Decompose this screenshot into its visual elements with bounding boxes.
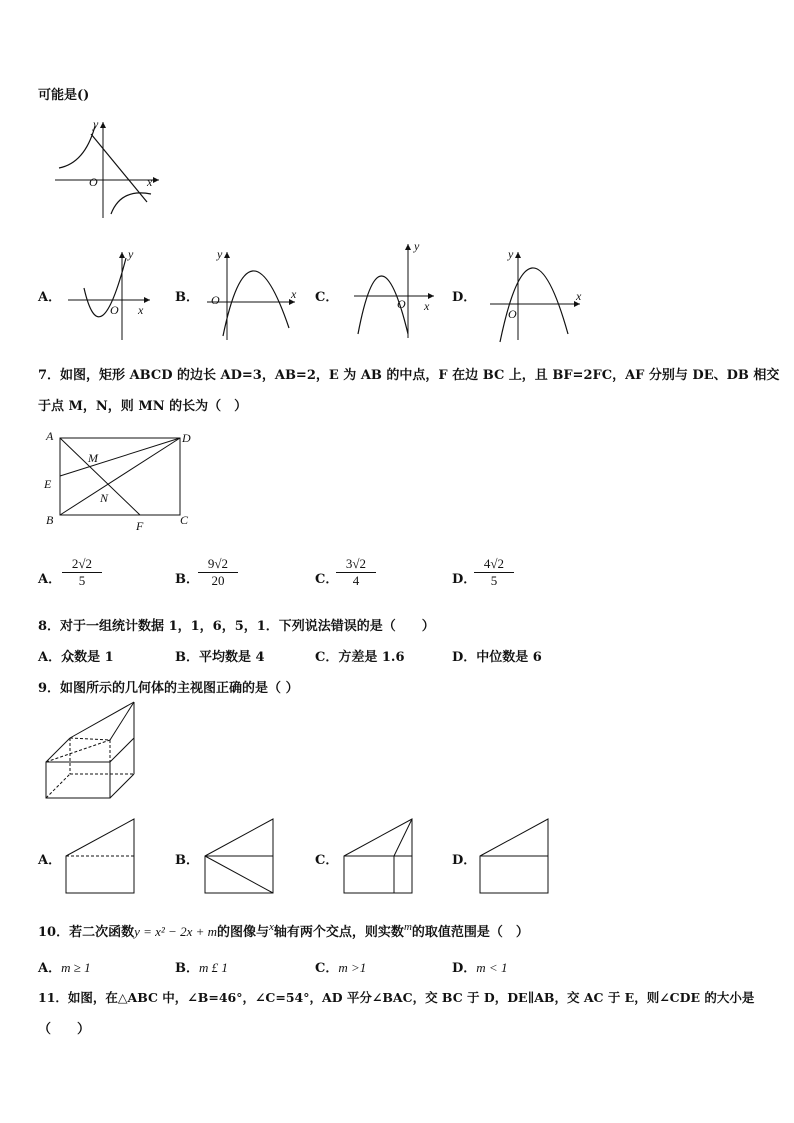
axis-y-label: y: [93, 117, 99, 131]
fraction-denominator: 5: [490, 573, 498, 588]
q9-solid-figure: [44, 700, 164, 802]
axis-y-label: y: [414, 239, 420, 253]
origin-label: O: [508, 307, 517, 321]
point-a-label: A: [46, 429, 54, 443]
q9-option-c-label[interactable]: C．: [315, 853, 339, 868]
origin-label: O: [211, 293, 220, 307]
q10-option-c[interactable]: C．m >1: [315, 960, 367, 976]
axis-x-label: x: [147, 175, 153, 189]
q10-option-d[interactable]: D．m < 1: [452, 960, 508, 976]
q9-option-a-label[interactable]: A．: [38, 853, 62, 868]
q9-option-d-figure: [478, 817, 550, 895]
q6-option-c-figure: [352, 240, 442, 340]
point-e-label: E: [44, 477, 52, 491]
q6-option-b-figure: [205, 248, 305, 343]
q9-question: 9．如图所示的几何体的主视图正确的是（ ）: [38, 681, 299, 696]
axis-x-label: x: [576, 289, 582, 303]
axis-y-label: y: [508, 247, 514, 261]
q8-option-a[interactable]: A．众数是 1: [38, 650, 114, 665]
point-b-label: B: [46, 513, 54, 527]
q10-question: [38, 921, 529, 940]
q9-option-c-figure: [342, 817, 414, 895]
q7-option-c-label[interactable]: C．: [315, 572, 339, 587]
q8-option-d[interactable]: D．中位数是 6: [452, 650, 542, 665]
q10-text-d: 的取值范围是（ ）: [411, 925, 529, 940]
origin-label: O: [397, 297, 406, 311]
q8-question: 8．对于一组统计数据 1，1，6，5，1．下列说法错误的是（ ）: [38, 619, 435, 634]
point-n-label: N: [100, 491, 109, 505]
fraction-numerator: 9√2: [198, 556, 238, 573]
q11-question-line1: 11．如图，在△ABC 中，∠B=46°，∠C=54°，AD 平分∠BAC，交 BC 于 D，DE∥AB，交 AC 于 E，则∠CDE 的大小是: [38, 990, 755, 1005]
q7-rectangle-figure: [40, 428, 200, 536]
q9-option-b-figure: [203, 817, 275, 895]
q6-option-d-label[interactable]: D．: [452, 290, 477, 305]
q7-option-d-fraction: [474, 556, 514, 589]
q9-option-d-label[interactable]: D．: [452, 853, 477, 868]
origin-label: O: [110, 303, 119, 317]
q7-question-line2: 于点 M，N，则 MN 的长为（ ）: [38, 399, 248, 414]
q6-option-a-label[interactable]: A．: [38, 290, 62, 305]
fraction-denominator: 5: [78, 573, 86, 588]
q6-option-d-figure: [490, 248, 590, 343]
fraction-numerator: 4√2: [474, 556, 514, 573]
q10-text-a: 10．若二次函数: [38, 925, 135, 940]
point-c-label: C: [180, 513, 189, 527]
q7-option-a-fraction: [62, 556, 102, 589]
q6-reference-figure: [55, 118, 165, 223]
q10-text-b: 的图像与: [217, 925, 270, 940]
q6-option-a-figure: [66, 248, 156, 343]
axis-x-label: x: [291, 287, 297, 301]
origin-label: O: [89, 175, 98, 189]
q9-option-b-label[interactable]: B．: [175, 853, 199, 868]
q7-option-d-label[interactable]: D．: [452, 572, 477, 587]
q10-x-var: x: [269, 921, 274, 933]
axis-y-label: y: [217, 247, 223, 261]
q8-option-c[interactable]: C．方差是 1.6: [315, 650, 405, 665]
q10-option-b[interactable]: B．m £ 1: [175, 960, 228, 976]
continued-question-text: 可能是(): [38, 88, 90, 103]
q11-question-line2: （ ）: [38, 1022, 91, 1037]
q10-m-var: m: [403, 921, 412, 933]
q10-formula: y = x² − 2x + m: [134, 924, 218, 939]
point-f-label: F: [136, 519, 144, 533]
q7-option-c-fraction: [336, 556, 376, 589]
q6-option-c-label[interactable]: C．: [315, 290, 339, 305]
axis-y-label: y: [128, 247, 134, 261]
fraction-denominator: 20: [211, 573, 225, 588]
point-d-label: D: [182, 431, 191, 445]
fraction-denominator: 4: [352, 573, 360, 588]
q8-option-b[interactable]: B．平均数是 4: [175, 650, 265, 665]
q7-question-line1: 7．如图，矩形 ABCD 的边长 AD=3，AB=2，E 为 AB 的中点，F 在边 BC 上，且 BF=2FC，AF 分别与 DE、DB 相交: [38, 368, 780, 383]
q9-option-a-figure: [64, 817, 136, 895]
fraction-numerator: 3√2: [336, 556, 376, 573]
point-m-label: M: [88, 451, 98, 465]
axis-x-label: x: [138, 303, 144, 317]
q10-text-c: 轴有两个交点，则实数: [273, 925, 404, 940]
q7-option-b-label[interactable]: B．: [175, 572, 199, 587]
q7-option-b-fraction: [198, 556, 238, 589]
q6-option-b-label[interactable]: B．: [175, 290, 199, 305]
fraction-numerator: 2√2: [62, 556, 102, 573]
q10-option-a[interactable]: A．m ≥ 1: [38, 960, 91, 976]
q7-option-a-label[interactable]: A．: [38, 572, 62, 587]
axis-x-label: x: [424, 299, 430, 313]
